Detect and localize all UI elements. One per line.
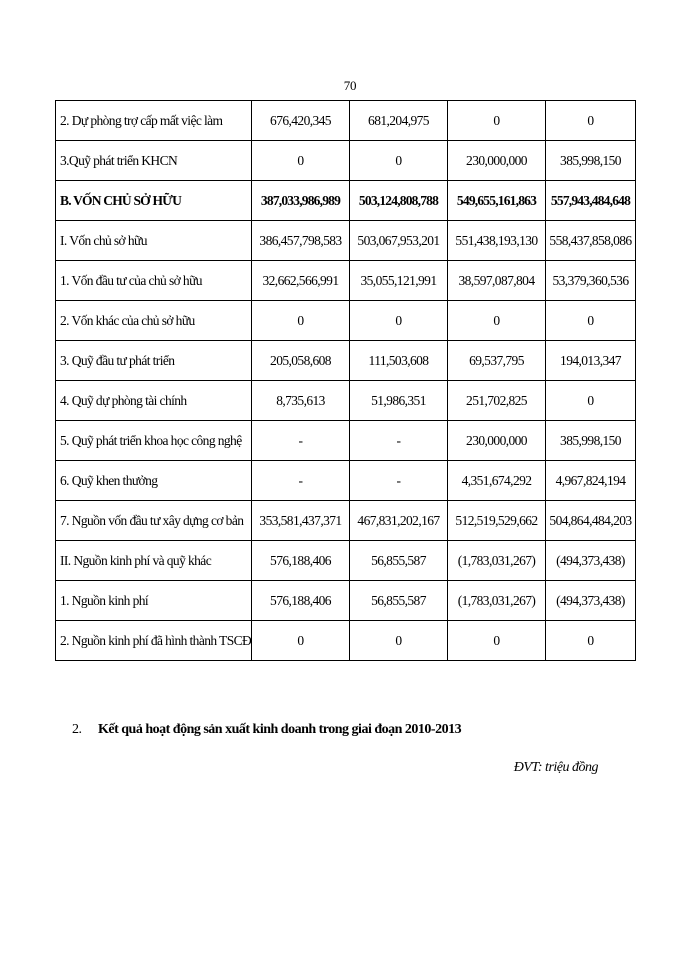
cell-value: 69,537,795 [448, 341, 546, 381]
row-label: 2. Dự phòng trợ cấp mất việc làm [56, 101, 252, 141]
table-row [56, 101, 636, 141]
cell-value: 0 [350, 621, 448, 661]
cell-value: 551,438,193,130 [448, 221, 546, 261]
cell-value: 557,943,484,648 [546, 181, 636, 221]
table-row [56, 621, 636, 661]
cell-value: 576,188,406 [252, 581, 350, 621]
cell-value: 549,655,161,863 [448, 181, 546, 221]
row-label: II. Nguồn kinh phí và quỹ khác [56, 541, 252, 581]
cell-value: 205,058,608 [252, 341, 350, 381]
cell-value: 38,597,087,804 [448, 261, 546, 301]
table-row [56, 421, 636, 461]
cell-value: 676,420,345 [252, 101, 350, 141]
table-body [56, 101, 636, 661]
cell-value: 503,067,953,201 [350, 221, 448, 261]
cell-value: 53,379,360,536 [546, 261, 636, 301]
cell-value: 56,855,587 [350, 541, 448, 581]
row-label: I. Vốn chủ sở hữu [56, 221, 252, 261]
cell-value: 51,986,351 [350, 381, 448, 421]
cell-value: (1,783,031,267) [448, 541, 546, 581]
table-row [56, 301, 636, 341]
cell-value: 32,662,566,991 [252, 261, 350, 301]
cell-value: 0 [546, 101, 636, 141]
cell-value: 503,124,808,788 [350, 181, 448, 221]
row-label: 2. Vốn khác của chủ sở hữu [56, 301, 252, 341]
cell-value: 111,503,608 [350, 341, 448, 381]
cell-value: 512,519,529,662 [448, 501, 546, 541]
cell-value: - [252, 421, 350, 461]
cell-value: 0 [546, 621, 636, 661]
cell-value: 0 [546, 301, 636, 341]
row-label: 7. Nguồn vốn đầu tư xây dựng cơ bản [56, 501, 252, 541]
cell-value: 0 [546, 381, 636, 421]
cell-value: 504,864,484,203 [546, 501, 636, 541]
cell-value: 353,581,437,371 [252, 501, 350, 541]
cell-value: 385,998,150 [546, 141, 636, 181]
cell-value: 56,855,587 [350, 581, 448, 621]
table-row [56, 501, 636, 541]
cell-value: 4,967,824,194 [546, 461, 636, 501]
cell-value: - [350, 421, 448, 461]
row-label: 3. Quỹ đầu tư phát triển [56, 341, 252, 381]
section-number: 2. [72, 722, 82, 737]
row-label: 2. Nguồn kinh phí đã hình thành TSCĐ [56, 621, 252, 661]
cell-value: - [252, 461, 350, 501]
cell-value: 35,055,121,991 [350, 261, 448, 301]
row-label: 1. Nguồn kinh phí [56, 581, 252, 621]
table-row [56, 221, 636, 261]
table-row [56, 461, 636, 501]
table-row [56, 541, 636, 581]
page-number: 70 [343, 78, 357, 93]
section-heading [72, 722, 461, 738]
row-label: 1. Vốn đầu tư của chủ sở hữu [56, 261, 252, 301]
cell-value: 558,437,858,086 [546, 221, 636, 261]
cell-value: 386,457,798,583 [252, 221, 350, 261]
cell-value: 0 [350, 301, 448, 341]
cell-value: 467,831,202,167 [350, 501, 448, 541]
table-row [56, 341, 636, 381]
row-label: B. VỐN CHỦ SỞ HỮU [56, 181, 252, 221]
cell-value: 387,033,986,989 [252, 181, 350, 221]
cell-value: (494,373,438) [546, 581, 636, 621]
cell-value: 0 [448, 101, 546, 141]
section-title: Kết quả hoạt động sản xuất kinh doanh trong giai đoạn 2010-2013 [98, 722, 462, 737]
cell-value: 251,702,825 [448, 381, 546, 421]
table-row [56, 581, 636, 621]
cell-value: 4,351,674,292 [448, 461, 546, 501]
cell-value: 385,998,150 [546, 421, 636, 461]
cell-value: 0 [448, 301, 546, 341]
cell-value: 0 [350, 141, 448, 181]
cell-value: - [350, 461, 448, 501]
table-row [56, 181, 636, 221]
row-label: 6. Quỹ khen thưởng [56, 461, 252, 501]
cell-value: 0 [252, 621, 350, 661]
table-row [56, 141, 636, 181]
row-label: 3.Quỹ phát triển KHCN [56, 141, 252, 181]
cell-value: (1,783,031,267) [448, 581, 546, 621]
cell-value: 0 [448, 621, 546, 661]
cell-value: 576,188,406 [252, 541, 350, 581]
row-label: 4. Quỹ dự phòng tài chính [56, 381, 252, 421]
cell-value: 0 [252, 301, 350, 341]
cell-value: 230,000,000 [448, 141, 546, 181]
table-row [56, 261, 636, 301]
balance-sheet-table [55, 100, 636, 661]
row-label: 5. Quỹ phát triển khoa học công nghệ [56, 421, 252, 461]
cell-value: 681,204,975 [350, 101, 448, 141]
cell-value: 230,000,000 [448, 421, 546, 461]
cell-value: 8,735,613 [252, 381, 350, 421]
cell-value: 0 [252, 141, 350, 181]
table-row [56, 381, 636, 421]
unit-note: ĐVT: triệu đồng [513, 760, 598, 775]
cell-value: (494,373,438) [546, 541, 636, 581]
cell-value: 194,013,347 [546, 341, 636, 381]
